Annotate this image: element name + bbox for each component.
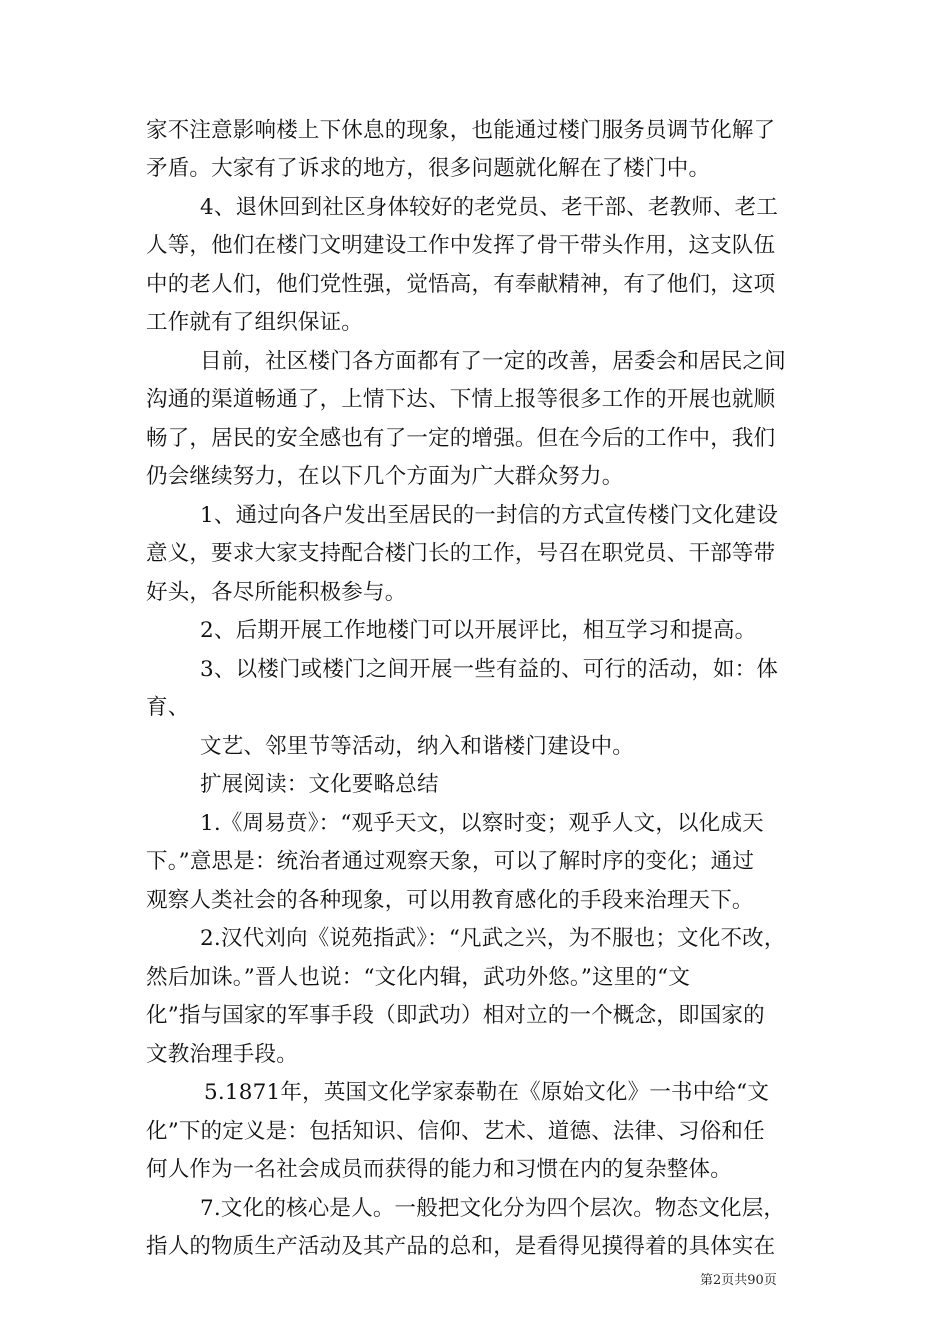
text-line: 矛盾。大家有了诉求的地方，很多问题就化解在了楼门中。 [146,156,711,181]
text-line: 5.1871年，英国文化学家泰勒在《原始文化》一书中给“文 [204,1080,770,1105]
text-line: 观察人类社会的各种现象，可以用教育感化的手段来治理天下。 [146,888,754,913]
text-line: 7.文化的核心是人。一般把文化分为四个层次。物态文化层， [200,1196,786,1221]
text-line: 化”指与国家的军事手段（即武功）相对立的一个概念，即国家的 [146,1003,765,1028]
text-line: 4、退休回到社区身体较好的老党员、老干部、老教师、老工 [200,195,779,220]
text-line: 2.汉代刘向《说苑指武》：“凡武之兴，为不服也；文化不改， [200,926,786,951]
text-line: 中的老人们，他们党性强，觉悟高，有奉献精神，有了他们，这项 [146,272,776,297]
text-line: 人等，他们在楼门文明建设工作中发挥了骨干带头作用，这支队伍 [146,233,776,258]
text-line: 仍会继续努力，在以下几个方面为广大群众努力。 [146,464,624,489]
text-line: 畅了，居民的安全感也有了一定的增强。但在今后的工作中，我们 [146,426,776,451]
text-line: 2、后期开展工作地楼门可以开展评比，相互学习和提高。 [200,618,757,643]
text-line: 文教治理手段。 [146,1042,298,1067]
text-line: 文艺、邻里节等活动，纳入和谐楼门建设中。 [200,734,635,759]
text-line: 何人作为一名社会成员而获得的能力和习惯在内的复杂整体。 [146,1157,732,1182]
text-line: 扩展阅读：文化要略总结 [200,772,439,797]
page-number: 第2页共90页 [700,1273,777,1288]
text-line: 1.《周易贲》：“观乎天文，以察时变；观乎人文，以化成天 [200,811,764,836]
text-line: 然后加诛。”晋人也说：“文化内辑，武功外悠。”这里的“文 [146,965,691,990]
text-line: 化”下的定义是：包括知识、信仰、艺术、道德、法律、习俗和任 [146,1119,765,1144]
text-line: 下。”意思是：统治者通过观察天象，可以了解时序的变化；通过 [146,849,755,874]
text-line: 1、通过向各户发出至居民的一封信的方式宣传楼门文化建设 [200,503,779,528]
text-line: 家不注意影响楼上下休息的现象，也能通过楼门服务员调节化解了 [146,118,776,143]
text-line: 3、以楼门或楼门之间开展一些有益的、可行的活动，如：体 [200,657,779,682]
text-line: 好头，各尽所能积极参与。 [146,580,407,605]
text-line: 目前，社区楼门各方面都有了一定的改善，居委会和居民之间 [200,349,786,374]
text-line: 育、 [146,695,190,720]
text-line: 工作就有了组织保证。 [146,310,364,335]
text-line: 意义，要求大家支持配合楼门长的工作，号召在职党员、干部等带 [146,541,776,566]
text-line: 指人的物质生产活动及其产品的总和，是看得见摸得着的具体实在 [146,1234,776,1259]
text-line: 沟通的渠道畅通了，上情下达、下情上报等很多工作的开展也就顺 [146,387,776,412]
